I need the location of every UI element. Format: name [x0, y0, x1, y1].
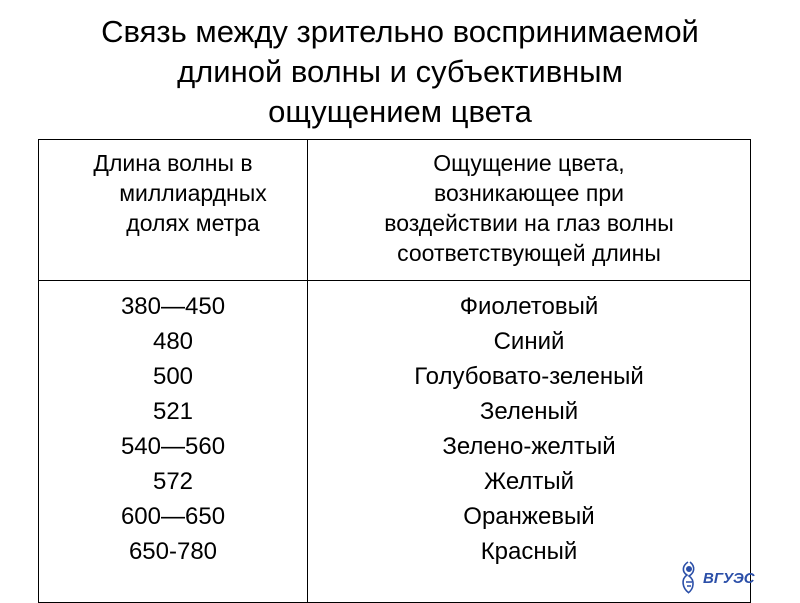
title-line-2: длиной волны и субъективным [177, 54, 623, 89]
title-line-3: ощущением цвета [268, 94, 532, 129]
header-color-line-3: воздействии на глаз волны [384, 210, 674, 236]
wavelength-column [39, 281, 308, 603]
university-logo [678, 558, 760, 596]
wavelength-color-table [38, 139, 751, 603]
wavelength-value: 572 [152, 468, 194, 495]
header-wavelength-line-3: долях метра [126, 210, 260, 236]
header-wavelength-line-1: Длина волны в [93, 150, 253, 176]
color-name: Синий [493, 328, 565, 355]
header-color-line-1: Ощущение цвета, [433, 150, 625, 176]
color-name: Голубовато-зеленый [414, 363, 644, 390]
color-column [308, 281, 751, 603]
wavelength-value: 600—650 [120, 503, 226, 530]
header-color-sensation [308, 140, 751, 281]
wavelength-value: 500 [152, 363, 194, 390]
logo-emblem-icon [683, 562, 694, 593]
header-wavelength [39, 140, 308, 281]
table-header-row [39, 140, 751, 281]
header-wavelength-line-2: миллиардных [119, 180, 267, 206]
color-name: Красный [480, 538, 578, 565]
wavelength-value: 480 [152, 328, 194, 355]
table-body-row [39, 281, 751, 603]
header-color-line-2: возникающее при [434, 180, 624, 206]
header-color-line-4: соответствующей длины [397, 240, 661, 266]
color-name: Желтый [483, 468, 575, 495]
title-line-1: Связь между зрительно воспринимаемой [101, 14, 699, 49]
wavelength-value: 521 [152, 398, 194, 425]
wavelength-value: 540—560 [120, 433, 226, 460]
color-name: Зелено-желтый [442, 433, 616, 460]
color-name: Оранжевый [463, 503, 595, 530]
wavelength-value: 380—450 [120, 293, 226, 320]
slide-title [40, 12, 760, 132]
color-name: Зеленый [479, 398, 579, 425]
logo-text: ВГУЭС [703, 570, 755, 587]
wavelength-value: 650-780 [128, 538, 218, 565]
color-name: Фиолетовый [459, 293, 599, 320]
